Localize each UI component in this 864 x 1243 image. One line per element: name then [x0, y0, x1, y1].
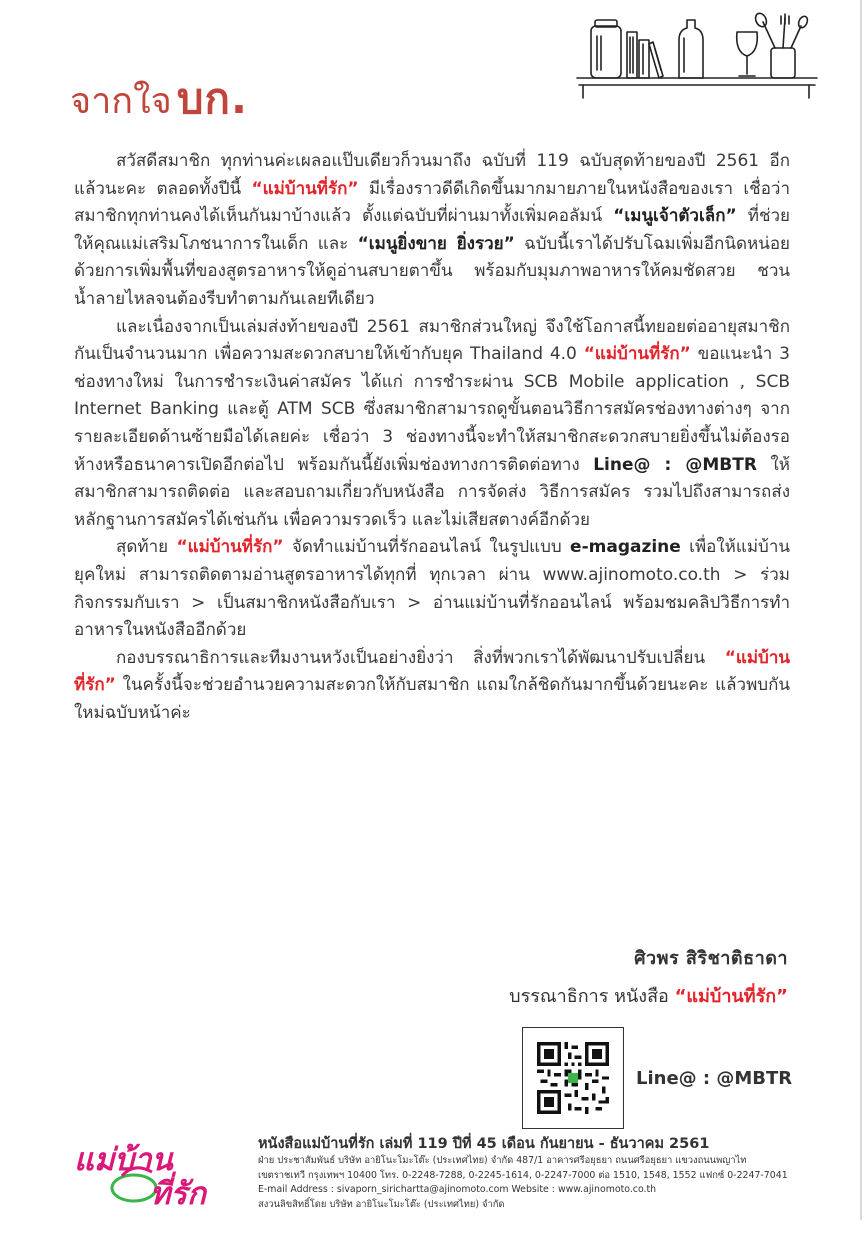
- page-title-light: จากใจ: [70, 81, 172, 122]
- line-id-label: Line@ : @MBTR: [636, 1068, 793, 1089]
- publisher-contact-numbers: เขตราชเทวี กรุงเทพฯ 10400 โทร. 0-2248-7288, 0-2245-1614, 0-2247-7000 ต่อ 1510, 1548, 1552 แฟกซ์ 0-2247-7041: [258, 1169, 788, 1181]
- page-title-bold: บก.: [176, 74, 248, 123]
- column-name-selling-menu: “เมนูยิ่งขาย ยิ่งรวย”: [357, 233, 515, 254]
- line-qr-code: [522, 1027, 624, 1129]
- publisher-address: ฝ่าย ประชาสัมพันธ์ บริษัท อายิโนะโมะโต๊ะ (ประเทศไทย) จำกัด 487/1 อาคารศรีอยุธยา ถนนศรีอยุธยา แขวงถนนพญาไท: [258, 1155, 747, 1166]
- magazine-logo: [72, 1140, 250, 1212]
- paragraph-1: [74, 148, 790, 314]
- kitchen-shelf-illustration: [575, 12, 825, 104]
- text-run: จัดทำแม่บ้านที่รักออนไลน์ ในรูปแบบ: [283, 537, 571, 558]
- logo-text-line2: ที่รัก: [150, 1176, 206, 1212]
- text-run: ให้สมาชิกสามารถติดต่อ และสอบถามเกี่ยวกับหนังสือ การจัดส่ง วิธีการสมัคร รวมไปถึงสามารถส่งหลักฐานการสมัครได้เช่นกัน เพื่อความรวดเร็ว และไม่เสียสตางค์อีกด้วย: [74, 454, 790, 530]
- text-run: และเนื่องจากเป็นเล่มส่งท้ายของปี 2561 สมาชิกส่วนใหญ่ จึงใช้โอกาสนี้ทยอยต่ออายุสมาชิกกันเป็นจำนวนมาก เพื่อความสะดวกสบายให้เข้ากับยุค Thailand 4.0: [74, 316, 790, 365]
- editor-name: ศิวพร สิริชาติธาดา: [634, 948, 788, 969]
- magazine-name-highlight: “แม่บ้านที่รัก”: [74, 647, 790, 696]
- e-magazine-mention: e-magazine: [570, 537, 681, 558]
- magazine-name-highlight: “แม่บ้านที่รัก”: [674, 986, 788, 1007]
- paragraph-3: [74, 534, 790, 644]
- text-run: ในครั้งนี้จะช่วยอำนวยความสะดวกให้กับสมาชิก แถมใกล้ชิดกันมากขึ้นด้วยนะคะ แล้วพบกันใหม่ฉบับหน้าค่ะ: [74, 675, 790, 723]
- magazine-name-highlight: “แม่บ้านที่รัก”: [583, 344, 691, 365]
- text-run: สวัสดีสมาชิก ทุกท่านค่ะเผลอแป๊บเดียวก็วนมาถึง ฉบับที่ 119 ฉบับสุดท้ายของปี 2561 อีกแล้วนะคะ ตลอดทั้งปีนี้: [74, 151, 790, 199]
- magazine-name-highlight: “แม่บ้านที่รัก”: [176, 537, 284, 558]
- logo-text-line1: แม่บ้าน: [74, 1142, 173, 1178]
- copyright-notice: สงวนลิขสิทธิ์โดย บริษัท อายิโนะโมะโต๊ะ (ประเทศไทย) จำกัด: [258, 1198, 505, 1210]
- page-edge-line: [860, 0, 862, 1220]
- magazine-name-highlight: “แม่บ้านที่รัก”: [251, 178, 359, 199]
- editor-signature: [509, 940, 788, 1016]
- paragraph-4: [74, 645, 790, 728]
- editorial-body: [74, 148, 790, 727]
- publisher-email-website: E-mail Address : sivaporn_sirichartta@ajinomoto.com Website : www.ajinomoto.co.th: [258, 1184, 657, 1195]
- column-name-kids-menu: “เมนูเจ้าตัวเล็ก”: [613, 206, 737, 227]
- issue-headline: หนังสือแม่บ้านที่รัก เล่มที่ 119 ปีที่ 45 เดือน กันยายน - ธันวาคม 2561: [258, 1136, 710, 1152]
- line-id-mention: Line@ : @MBTR: [593, 454, 757, 475]
- text-run: ขอแนะนำ 3 ช่องทางใหม่ ในการชำระเงินค่าสมัคร ได้แก่ การชำระผ่าน SCB Mobile application , SCB Internet Banking และตู้ ATM SCB ซึ่งสมาชิกสามารถดูขั้นตอนวิธีการสมัครช่องทางต่างๆ จากรายละเอียดด้านซ้ายมือได้เลยค่ะ เชื่อว่า 3 ช่องทางนี้จะทำให้สมาชิกสะดวกสบายยิ่งขึ้นไม่ต้องรอห้างหรือธนาคารเปิดอีกต่อไป พร้อมกันนี้ยังเพิ่มช่องทางการติดต่อทาง: [74, 344, 790, 475]
- text-run: มีเรื่องราวดีดีเกิดขึ้นมากมายภายในหนังสือของเรา เชื่อว่าสมาชิกทุกท่านคงได้เห็นกันมาบ้างแล้ว ตั้งแต่ฉบับที่ผ่านมาทั้งเพิ่มคอลัมน์: [74, 178, 790, 227]
- publication-info: [258, 1134, 818, 1212]
- paragraph-2: [74, 314, 790, 535]
- qr-code-icon: [537, 1042, 609, 1114]
- editor-role: [509, 978, 788, 1016]
- editor-role-prefix: บรรณาธิการ หนังสือ: [509, 986, 675, 1007]
- page-title: [70, 66, 248, 132]
- text-run: ที่ช่วยให้คุณแม่เสริมโภชนาการในเด็ก และ: [74, 206, 790, 254]
- text-run: ฉบับนี้เราได้ปรับโฉมเพิ่มอีกนิดหน่อย ด้วยการเพิ่มพื้นที่ของสูตรอาหารให้ดูอ่านสบายตาขึ้น พร้อมกับมุมภาพอาหารให้คมชัดสวย ชวนน้ำลายไหลจนต้องรีบทำตามกันเลยทีเดียว: [74, 233, 790, 309]
- text-run: สุดท้าย: [116, 537, 177, 558]
- text-run: กองบรรณาธิการและทีมงานหวังเป็นอย่างยิ่งว่า สิ่งที่พวกเราได้พัฒนาปรับเปลี่ยน: [116, 647, 725, 668]
- text-run: เพื่อให้แม่บ้านยุคใหม่ สามารถติดตามอ่านสูตรอาหารได้ทุกที่ ทุกเวลา ผ่าน www.ajinomoto.co.th > ร่วมกิจกรรมกับเรา > เป็นสมาชิกหนังสือกับเรา > อ่านแม่บ้านที่รักออนไลน์ พร้อมชมคลิปวิธีการทำอาหารในหนังสืออีกด้วย: [74, 537, 790, 641]
